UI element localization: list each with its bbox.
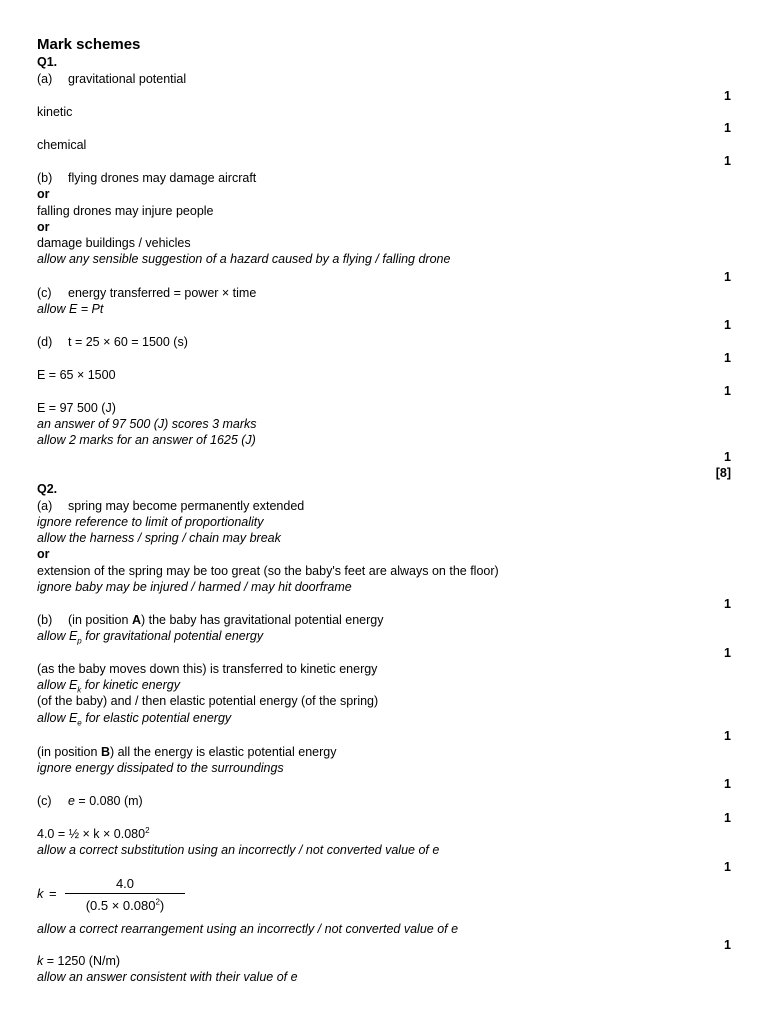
q2-b-allow3 — [37, 711, 231, 726]
q2-a-ignore2: ignore baby may be injured / harmed / may hit doorframe — [37, 580, 352, 594]
or-label: or — [37, 220, 50, 234]
fraction-bar — [65, 893, 185, 894]
page-title: Mark schemes — [37, 36, 141, 53]
q2-b-answer — [37, 613, 384, 628]
part-label: (a) — [37, 499, 53, 513]
q2-b-line3: (of the baby) and / then elastic potential energy (of the spring) — [37, 694, 379, 708]
q1-b-alt1: falling drones may injure people — [37, 204, 214, 218]
answer-text: t = 25 × 60 = 1500 (s) — [68, 335, 188, 349]
q1-a-kinetic: kinetic — [37, 105, 73, 119]
mark: 1 — [724, 811, 731, 825]
superscript: 2 — [155, 897, 160, 907]
mark: 1 — [724, 121, 731, 135]
superscript: 2 — [145, 825, 150, 835]
answer-text: ) the baby has gravitational potential energy — [140, 613, 384, 627]
equation-text: 4.0 = ½ × k × 0.080 — [37, 827, 146, 841]
answer-text: (in position — [68, 613, 132, 627]
question-2-label: Q2. — [37, 482, 58, 496]
q2-a-answer — [37, 499, 304, 514]
q2-c-allow2: allow a correct rearrangement using an incorrectly / not converted value of e — [37, 922, 459, 936]
answer-text: energy transferred = power × time — [68, 286, 257, 300]
allow-text: allow E — [37, 678, 78, 692]
part-label: (d) — [37, 335, 53, 349]
allow-text: allow E — [37, 711, 78, 725]
answer-text: (in position — [37, 745, 101, 759]
q2-a-ignore1: ignore reference to limit of proportionality — [37, 515, 264, 529]
denominator-text: (0.5 × 0.080 — [85, 898, 156, 913]
q1-c-allow: allow E = Pt — [37, 302, 104, 316]
allow-text: for gravitational potential energy — [81, 629, 264, 643]
mark: 1 — [724, 777, 731, 791]
part-label: (b) — [37, 613, 53, 627]
q2-a-alt: extension of the spring may be too great (so the baby's feet are always on the floor) — [37, 564, 499, 578]
or-label: or — [37, 547, 50, 561]
q1-d-note2: allow 2 marks for an answer of 1625 (J) — [37, 433, 256, 447]
mark: 1 — [724, 646, 731, 660]
mark: 1 — [724, 860, 731, 874]
q2-c-allow1: allow a correct substitution using an incorrectly / not converted value of e — [37, 843, 440, 857]
part-label: (c) — [37, 794, 52, 808]
fraction-denominator — [65, 898, 185, 913]
answer-text: = 1250 (N/m) — [43, 954, 121, 968]
fraction-k: k — [37, 886, 44, 901]
mark: 1 — [724, 318, 731, 332]
q1-c-answer — [37, 286, 256, 301]
mark: 1 — [724, 154, 731, 168]
q2-b-allow1 — [37, 629, 263, 644]
q2-b-ignore: ignore energy dissipated to the surroundings — [37, 761, 284, 775]
position-b: B — [100, 745, 110, 759]
subscript: e — [77, 718, 82, 728]
mark: 1 — [724, 938, 731, 952]
mark: 1 — [724, 597, 731, 611]
answer-text: = 0.080 (m) — [74, 794, 143, 808]
total-marks: [8] — [715, 466, 731, 480]
q1-d-line3: E = 97 500 (J) — [37, 401, 116, 415]
position-a: A — [131, 613, 141, 627]
allow-text: for elastic potential energy — [81, 711, 232, 725]
answer-text: spring may become permanently extended — [68, 499, 305, 513]
q1-a-chemical: chemical — [37, 138, 87, 152]
q1-a-answer — [37, 72, 186, 87]
mark: 1 — [724, 384, 731, 398]
q2-c-answer — [37, 794, 143, 809]
q1-b-answer — [37, 171, 256, 186]
answer-text: flying drones may damage aircraft — [68, 171, 257, 185]
part-label: (b) — [37, 171, 53, 185]
q1-d-line2: E = 65 × 1500 — [37, 368, 116, 382]
part-label: (a) — [37, 72, 53, 86]
mark: 1 — [724, 729, 731, 743]
q1-d-answer — [37, 335, 188, 350]
mark: 1 — [724, 89, 731, 103]
question-1-label: Q1. — [37, 55, 58, 69]
variable-k: k — [37, 954, 44, 968]
q2-a-allow: allow the harness / spring / chain may break — [37, 531, 281, 545]
q1-d-note1: an answer of 97 500 (J) scores 3 marks — [37, 417, 257, 431]
fraction-numerator: 4.0 — [115, 876, 135, 891]
subscript: k — [77, 685, 82, 695]
variable-e: e — [68, 794, 75, 808]
mark: 1 — [724, 270, 731, 284]
or-label: or — [37, 187, 50, 201]
q2-c-allow3: allow an answer consistent with their value of e — [37, 970, 298, 984]
q2-c-line2 — [37, 827, 150, 842]
allow-text: allow E — [37, 629, 78, 643]
answer-text: ) all the energy is elastic potential energy — [109, 745, 337, 759]
mark: 1 — [724, 351, 731, 365]
fraction-equals: = — [49, 886, 57, 901]
part-label: (c) — [37, 286, 52, 300]
allow-text: for kinetic energy — [81, 678, 180, 692]
subscript: p — [77, 636, 82, 646]
q2-b-allow2 — [37, 678, 180, 693]
q1-b-alt2: damage buildings / vehicles — [37, 236, 191, 250]
denominator-text: ) — [159, 898, 165, 913]
q1-b-allow: allow any sensible suggestion of a hazard caused by a flying / falling drone — [37, 252, 451, 266]
mark: 1 — [724, 450, 731, 464]
q2-b-line2: (as the baby moves down this) is transferred to kinetic energy — [37, 662, 378, 676]
q2-b-line4 — [37, 745, 336, 760]
answer-text: gravitational potential — [68, 72, 187, 86]
q2-c-final — [37, 954, 120, 969]
